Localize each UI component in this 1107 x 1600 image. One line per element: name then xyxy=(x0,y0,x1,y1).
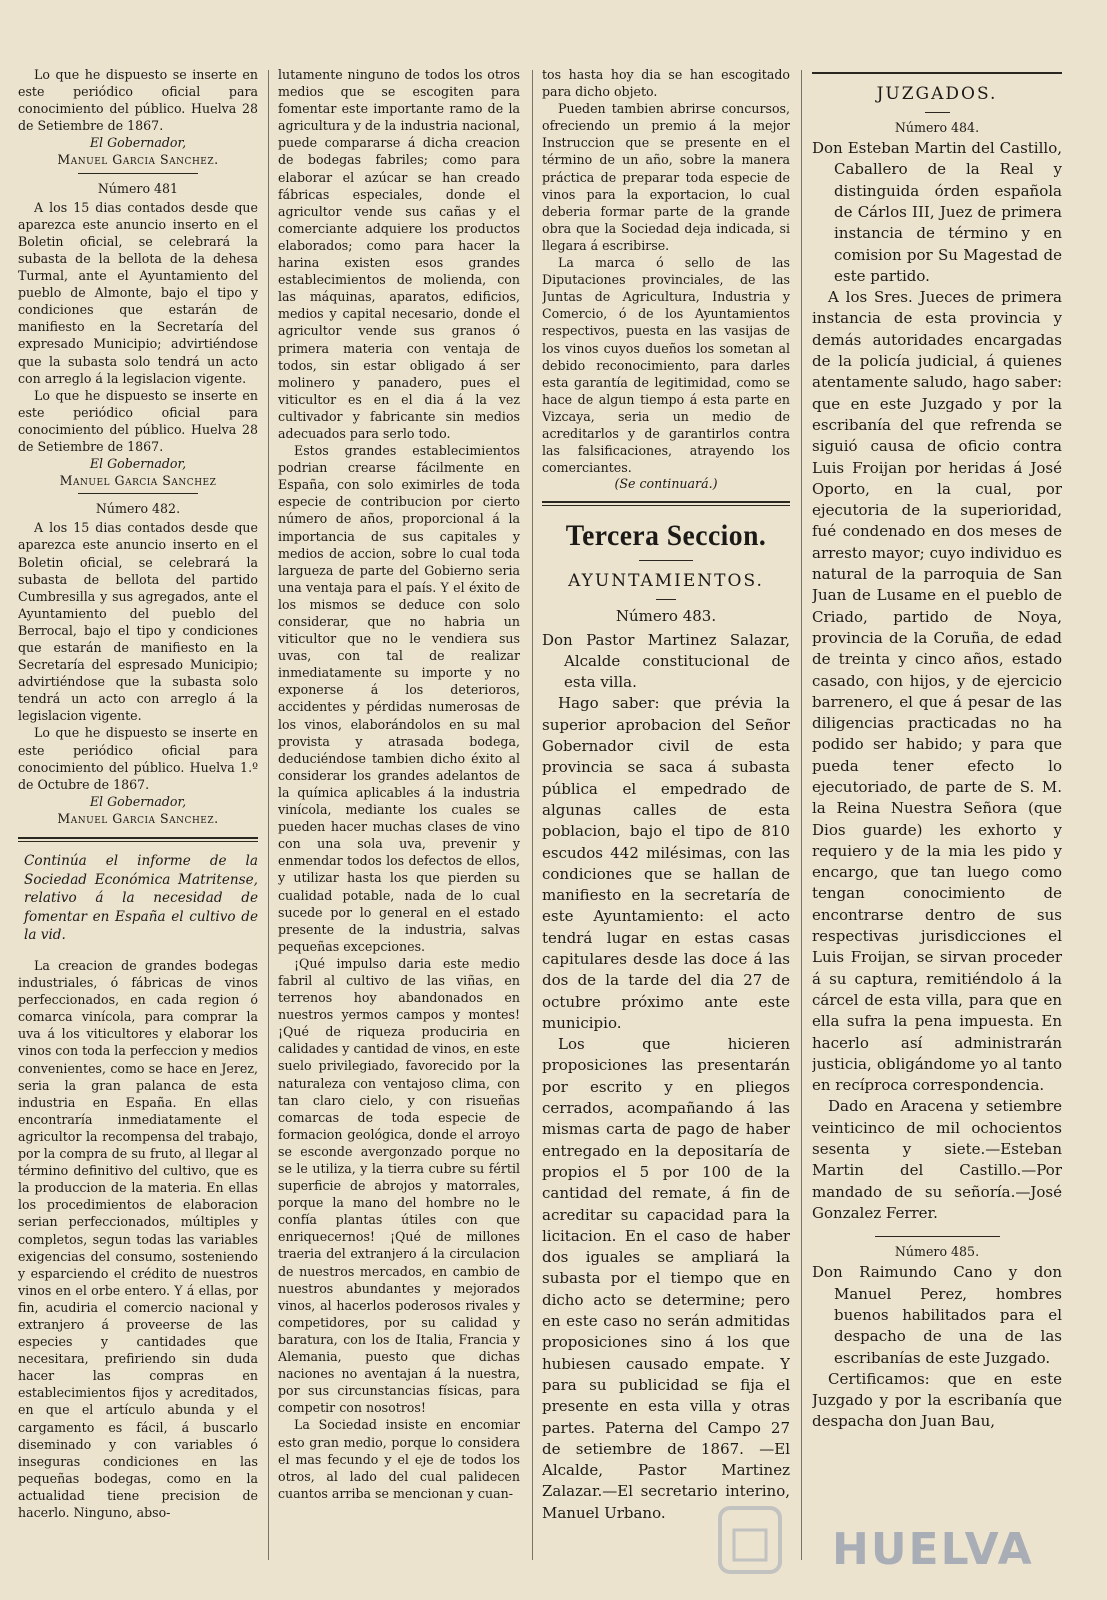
paragraph: Don Esteban Martin del Castillo, Caballero de la Real y distinguida órden española de Cárlos III, Juez de primera instancia de término y en comision por Su Magestad de este partido. xyxy=(812,139,1062,285)
divider xyxy=(875,1236,1000,1237)
signature-title: El Gobernador, xyxy=(89,456,187,472)
paragraph: Dado en Aracena y setiembre veinticinco de mil ochocientos sesenta y siete.—Esteban Martin del Castillo.—Por mandado de su señoría.—José Gonzalez Ferrer. xyxy=(812,1097,1062,1222)
notice-number: Número 482. xyxy=(95,501,181,517)
column-rule xyxy=(532,70,533,1560)
signature-name: Manuel Garcia Sanchez. xyxy=(57,810,219,826)
signature-name: Manuel Garcia Sanchez xyxy=(59,473,217,489)
paragraph: La marca ó sello de las Diputaciones provinciales, de las Juntas de Agricultura, Industria y Comercio, ó de los Ayuntamientos respectivos, puesta en las vasijas de los vinos cuyos dueños los sometan al debido reconocimiento, para darles esta garantía de legitimidad, como se hace de algun tiempo á esta parte en Vizcaya, seria un medio de acreditarlos y de garantirlos contra las falsificaciones, atrayendo los comerciantes. xyxy=(542,255,790,476)
paragraph: Don Pastor Martinez Salazar, Alcalde constitucional de esta villa. xyxy=(542,630,790,692)
signature-name: Manuel Garcia Sanchez. xyxy=(57,152,219,168)
notice-number: Número 485. xyxy=(894,1244,980,1260)
paragraph: A los Sres. Jueces de primera instancia de esta provincia y demás autoridades encargadas de la policía judicial, á quienes atentamente saludo, hago saber: que en este Juzgado y por la escribanía del que refrenda se siguió causa de oficio contra Luis Froijan por heridas á José Oporto, en la cual, por ejecutoria de la superioridad, fué condenado en dos meses de arresto mayor; cuyo individuo es natural de la parroquia de San Juan de Lusame en el pueblo de Criado, partido de Noya, provincia de la Coruña, de edad de treinta y cinco años, estado casado, con hijos, y de ejercicio barrenero, el que á pesar de las diligencias practicadas no ha podido ser habido; y para que pueda tener efecto lo ejecutoriado, de parte de S. M. la Reina Nuestra Señora (que Dios guarde) les exhorto y requiero y de la mia les pido y encargo, que tan luego como tengan conocimiento de encontrarse dentro de sus respectivas jurisdicciones el Luis Froijan, se sirvan proceder á su captura, remitiéndolo á la cárcel de esta villa, para que en ella sufra la pena impuesta. En hacerlo así administrarán justicia, obligándome yo al tanto en recíproca correspondencia. xyxy=(812,288,1062,1095)
paragraph: A los 15 dias contados desde que aparezca este anuncio inserto en el Boletin oficial, se celebrará la subasta de la bellota de la dehesa Turmal, ante el Ayuntamiento del pueblo de Almonte, bajo el tipo y condiciones que estarán de manifiesto en la Secretaría del expresado Municipio; advirtiéndose que la subasta solo tendrá un acto con arreglo á la legislacion vigente. xyxy=(18,199,258,386)
paragraph: Pueden tambien abrirse concursos, ofreciendo un premio á la mejor Instruccion que se presente en el término de un año, sobre la manera práctica de preparar toda especie de vinos para la exportacion, lo cual deberia formar parte de la grande obra que la Sociedad deja indicada, si llegara á escribirse. xyxy=(542,101,790,253)
column-rule xyxy=(801,70,802,1560)
double-divider xyxy=(542,501,790,506)
paragraph: tos hasta hoy dia se han escogitado para dicho objeto. xyxy=(542,67,790,100)
watermark-text: HUELVA xyxy=(832,1524,1034,1575)
paragraph: Lo que he dispuesto se inserte en este periódico oficial para conocimiento del público. Huelva 28 de Setiembre de 1867. xyxy=(18,67,258,134)
paragraph: A los 15 dias contados desde que aparezca este anuncio inserto en el Boletin oficial, se celebrará la subasta de bellota del partido Cumbresilla y sus agregados, ante el Ayuntamiento del pueblo del Berrocal, bajo el tipo y condiciones que estarán de manifiesto en la Secretaría del espresado Municipio; advirtiéndose que la subasta solo tendrá un acto con arreglo á la legislacion vigente. xyxy=(18,520,258,724)
column-rule xyxy=(268,70,269,1560)
paragraph: La creacion de grandes bodegas industriales, ó fábricas de vinos perfeccionados, en cada region ó comarca vinícola, para comprar la uva á los viticultores y elaborar los vinos con toda la perfeccion y medios convenientes, como se hace en Jerez, seria la gran palanca de esta industria en España. En ellas encontraría inmediatamente el agricultor la recompensa del trabajo, por la compra de su fruto, al llegar al término definitivo del cultivo, que es la produccion de la materia. En ellas los procedimientos de elaboracion serian perfeccionados, múltiples y completos, segun todas las variables exigencias del consumo, sosteniendo y esparciendo el crédito de nuestros vinos en el orbe entero. Y á ellas, por fin, acudiria el comercio nacional y extranjero á proveerse de las especies y cantidades que necesitara, prefiriendo sin duda hacer las compras en establecimientos fijos y acreditados, en que el artículo abunda y el cargamento es fácil, á buscarlo diseminado y con variables ó inseguras condiciones en las pequeñas bodegas, como en la actualidad tiene precision de hacerlo. Ninguno, abso- xyxy=(18,958,258,1520)
notice-number: Número 484. xyxy=(894,120,980,135)
paragraph: Lo que he dispuesto se inserte en este periódico oficial para conocimiento del público. Huelva 1.º de Octubre de 1867. xyxy=(18,725,258,792)
signature-title: El Gobernador, xyxy=(89,135,187,151)
divider xyxy=(639,560,694,561)
section-title: Tercera Seccion. xyxy=(565,519,767,553)
divider xyxy=(925,112,950,113)
paragraph: Hago saber: que prévia la superior aprobacion del Señor Gobernador civil de esta provincia se saca á subasta pública el empedrado de algunas calles de esta poblacion, bajo el tipo de 810 escudos 442 milésimas, con las condiciones que se hallan de manifiesto en la secretaría de este Ayuntamiento: el acto tendrá lugar en estas casas capitulares desde las doce á las dos de la tarde del dia 27 de octubre próximo ante este municipio. xyxy=(542,694,790,1032)
notice-number: Número 481 xyxy=(97,180,179,196)
signature-title: El Gobernador, xyxy=(89,793,187,809)
notice-number: Número 483. xyxy=(615,607,717,626)
paragraph: Certificamos: que en este Juzgado y por la escribanía que despacha don Juan Bau, xyxy=(812,1369,1062,1431)
section-heading: AYUNTAMIENTOS. xyxy=(568,571,764,592)
paragraph: ¡Qué impulso daria este medio fabril al cultivo de las viñas, en terrenos hoy abandonados en nuestros yermos campos y montes! ¡Qué de riqueza produciria en calidades y cantidad de vinos, en este suelo privilegiado, favorecido por la naturaleza con ventajoso clima, con tan claro cielo, y con risueñas comarcas de toda especie de formacion geológica, donde el arroyo se esconde avergonzado porque no se le utiliza, y la tierra cubre su fértil superficie de abrojos y matorrales, porque la mano del hombre no le confía plantas útiles con que enriquecernos! ¡Qué de millones traeria del extranjero á la circulacion de nuestros mercados, en cambio de nuestros abundantes y mejorados vinos, al hacerlos poderosos rivales y competidores, por su calidad y baratura, con los de Italia, Francia y Alemania, puesto que dichas naciones no aventajan á la nuestra, por sus circunstancias físicas, para competir con nosotros! xyxy=(278,955,520,1416)
paragraph: lutamente ninguno de todos los otros medios que se escogiten para fomentar este importante ramo de la agricultura y de la industria nacional, puede compararse á dicha creacion de bodegas fabriles; como para elaborar el azúcar se han creado fábricas especiales, donde el agricultor vende sus cañas y el comerciante adquiere los productos elaborados; como para hacer la harina existen esos grandes establecimientos de molienda, con las máquinas, aparatos, edificios, medios y capital necesario, donde el agricultor vende sus granos ó primera materia con ventaja de todos, sin estar obligado á ser molinero y panadero, pues el viticultor es en el dia á la vez cultivador y fabricante sin medios adecuados para serlo todo. xyxy=(278,67,520,441)
article-title: Continúa el informe de la Sociedad Económica Matritense, relativo á la necesidad de fomentar en España el cultivo de la vid. xyxy=(24,853,258,944)
continued-note: (Se continuará.) xyxy=(614,476,718,492)
section-heading: JUZGADOS. xyxy=(876,84,998,104)
divider xyxy=(78,493,198,494)
paragraph: Los que hicieren proposiciones las presentarán por escrito y en pliegos cerrados, acompañando á las mismas carta de pago de haber entregado en la depositaría de propios el 5 por 100 de la cantidad del remate, á fin de acreditar su capacidad para la licitacion. En el caso de haber dos iguales se ampliará la subasta por el tiempo que en dicho acto se determine; pero en este caso no serán admitidas proposiciones sino á los que hubiesen causado empate. Y para su publicidad se fija el presente en esta villa y otras partes. Paterna del Campo 27 de setiembre de 1867. —El Alcalde, Pastor Martinez Zalazar.—El secretario interino, Manuel Urbano. xyxy=(542,1035,790,1522)
column-4 xyxy=(812,66,1062,1580)
paragraph: Don Raimundo Cano y don Manuel Perez, hombres buenos habilitados para el despacho de una de las escribanías de este Juzgado. xyxy=(812,1263,1062,1367)
column-2 xyxy=(278,66,520,1580)
paragraph: Estos grandes establecimientos podrian crearse fácilmente en España, con solo eximirles de toda especie de contribucion por cierto número de años, proporcional á la importancia de sus capitales y medios de accion, sobre lo cual toda largueza de parte del Gobierno seria una ventaja para el país. Y el éxito de los mismos se deduce con solo considerar, que no habria un viticultor que no le vendiera sus uvas, con tal de realizar inmediatamente su importe y no exponerse á los deterioros, accidentes y pérdidas numerosas de los vinos, elaborándolos en su mal provista y atrasada bodega, deduciéndose tambien dicho éxito al considerar los grandes adelantos de la química aplicables á la industria vinícola, mediante los cuales se pueden hacer muchas clases de vino con una sola uva, prevenir y enmendar todos los defectos de ellos, y utilizar hasta los que pierden su cualidad potable, nada de lo cual sucede por lo general en el estado presente de la industria, salvas pequeñas excepciones. xyxy=(278,443,520,954)
double-divider xyxy=(18,837,258,842)
column-3 xyxy=(542,66,790,1580)
column-1 xyxy=(18,66,258,1580)
divider xyxy=(78,173,198,174)
paragraph: Lo que he dispuesto se inserte en este periódico oficial para conocimiento del público. Huelva 28 de Setiembre de 1867. xyxy=(18,387,258,454)
paragraph: La Sociedad insiste en encomiar esto gran medio, porque lo considera el mas fecundo y el eje de todos los otros, al lado del cual palidecen cuantos arriba se mencionan y cuan- xyxy=(278,1417,520,1501)
divider xyxy=(812,72,1062,74)
divider xyxy=(656,599,676,600)
